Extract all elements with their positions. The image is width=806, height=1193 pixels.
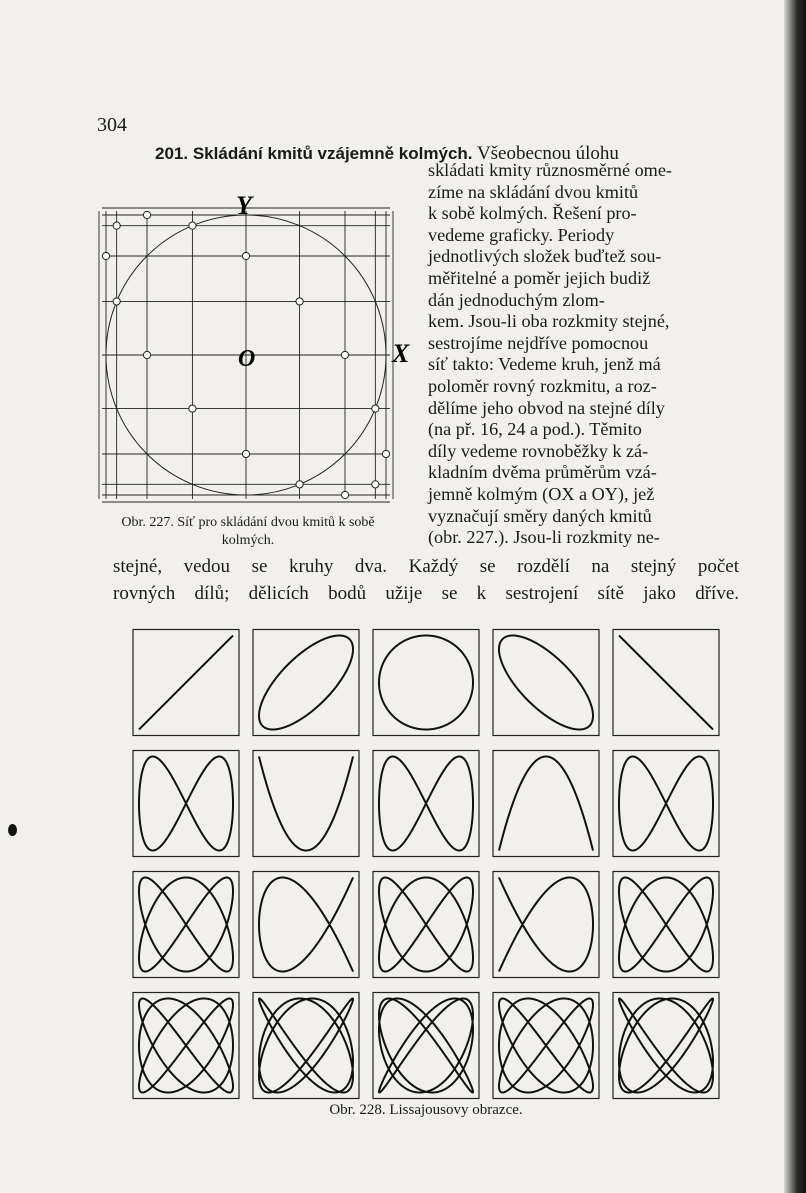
page-number: 304 (97, 114, 127, 136)
lissajous-curve (619, 878, 713, 972)
panel-frame (253, 630, 359, 736)
curve-point (242, 450, 249, 457)
curve-point (341, 351, 348, 358)
lissajous-panel (493, 630, 599, 736)
text-line: dán jednoduchým zlom- (428, 289, 605, 310)
lissajous-panel (133, 993, 239, 1099)
origin-label: O (238, 346, 256, 372)
page-edge-shadow (784, 0, 806, 1193)
lissajous-curve (619, 636, 713, 730)
text-line-full: rovných dílů; dělicích bodů užije se k sestrojení sítě jako dříve. (113, 583, 739, 604)
text-line: dělíme jeho obvod na stejné díly (428, 397, 665, 418)
lissajous-panel (613, 993, 719, 1099)
text-line: díly vedeme rovnoběžky k zá- (428, 440, 649, 461)
text-line: vedeme graficky. Periody (428, 224, 615, 245)
lissajous-curve (619, 757, 713, 851)
text-line: jednotlivých složek buďtež sou- (428, 246, 662, 267)
lissajous-curve (499, 999, 593, 1093)
panel-frame (493, 630, 599, 736)
lissajous-panel (373, 751, 479, 857)
text-line: k sobě kolmých. Řešení pro- (428, 203, 637, 224)
lissajous-curve (619, 999, 713, 1093)
lissajous-panel (253, 751, 359, 857)
panel-frame (493, 751, 599, 857)
lissajous-panel (613, 751, 719, 857)
lissajous-curve (499, 878, 593, 972)
lissajous-panel (133, 751, 239, 857)
lissajous-curve (139, 636, 233, 730)
figure-227-grid (96, 190, 416, 520)
heading-line-rest: Všeobecnou úlohu (476, 143, 619, 164)
lissajous-curve (379, 999, 473, 1093)
section-title: Skládání kmitů vzájemně kolmých. (192, 144, 473, 163)
lissajous-panel (253, 993, 359, 1099)
lissajous-curve (259, 636, 353, 730)
text-line: jemně kolmým (OX a OY), jež (428, 483, 655, 504)
curve-point (341, 491, 348, 498)
lissajous-curve (379, 878, 473, 972)
text-line: síť takto: Vedeme kruh, jenž má (428, 354, 661, 375)
lissajous-curve (379, 636, 473, 730)
curve-point (296, 298, 303, 305)
figure-228-lissajous (126, 622, 726, 1107)
lissajous-curve (499, 636, 593, 730)
text-line: kem. Jsou-li oba rozkmity stejné, (428, 311, 670, 332)
curve-point (372, 481, 379, 488)
axis-label-y: Y (236, 191, 252, 220)
lissajous-panel (133, 872, 239, 978)
text-line-full: stejné, vedou se kruhy dva. Každý se rozdělí na stejný počet (113, 556, 739, 577)
lissajous-curve (139, 757, 233, 851)
lissajous-panel (133, 630, 239, 736)
curve-point (143, 211, 150, 218)
panel-frame (493, 872, 599, 978)
text-line: skládati kmity různosměrné ome- (428, 160, 672, 180)
lissajous-panel (493, 751, 599, 857)
text-line: sestrojíme nejdříve pomocnou (428, 332, 649, 353)
lissajous-panel (253, 630, 359, 736)
lissajous-curve (499, 757, 593, 851)
text-line: (na př. 16, 24 a pod.). Těmito (428, 419, 642, 440)
curve-point (372, 405, 379, 412)
lissajous-panel (373, 630, 479, 736)
section-number: 201. (155, 144, 189, 163)
text-line: vyznačují směry daných kmitů (428, 505, 652, 526)
lissajous-panel (493, 993, 599, 1099)
figure-227-caption: Obr. 227. Síť pro skládání dvou kmitů k sobě kolmých. (121, 515, 375, 548)
axis-label-x: X (392, 339, 410, 368)
text-line: měřitelné a poměr jejich budiž (428, 267, 651, 288)
curve-point (242, 252, 249, 259)
panel-frame (253, 872, 359, 978)
text-line: kladním dvěma průměrům vzá- (428, 462, 657, 483)
panel-frame (253, 751, 359, 857)
lissajous-curve (379, 757, 473, 851)
curve-point (102, 252, 109, 259)
curve-point (113, 298, 120, 305)
lissajous-curve (139, 878, 233, 972)
curve-point (113, 222, 120, 229)
lissajous-panel (373, 872, 479, 978)
lissajous-panel (613, 872, 719, 978)
lissajous-panel (373, 993, 479, 1099)
lissajous-curve (259, 757, 353, 851)
lissajous-curve (259, 878, 353, 972)
lissajous-curve (139, 999, 233, 1093)
figure-228-caption: Obr. 228. Lissajousovy obrazce. (329, 1102, 523, 1118)
text-column (428, 160, 730, 549)
lissajous-panel (493, 872, 599, 978)
text-line: (obr. 227.). Jsou-li rozkmity ne- (428, 527, 660, 548)
curve-point (296, 481, 303, 488)
lissajous-panel (613, 630, 719, 736)
curve-point (382, 450, 389, 457)
lissajous-curve (259, 999, 353, 1093)
curve-point (143, 351, 150, 358)
text-line: poloměr rovný rozkmitu, a roz- (428, 375, 657, 396)
lissajous-panel (253, 872, 359, 978)
curve-point (189, 405, 196, 412)
ink-speck (8, 824, 17, 836)
panel-frame (373, 630, 479, 736)
curve-point (189, 222, 196, 229)
text-line: zíme na skládání dvou kmitů (428, 181, 639, 202)
